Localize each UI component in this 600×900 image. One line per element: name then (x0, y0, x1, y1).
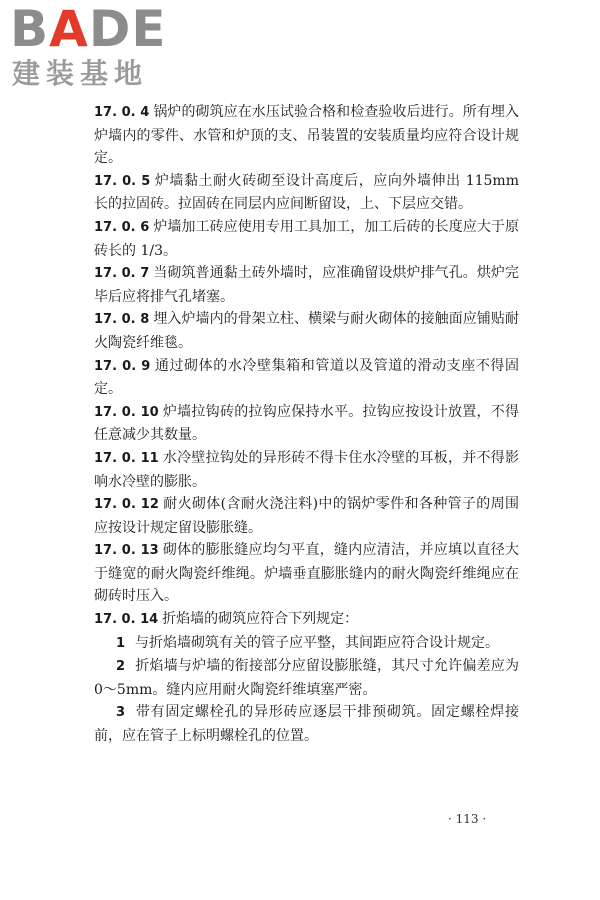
clause-text: 折焰墙的砌筑应符合下列规定： (162, 611, 359, 628)
item-number: 1 (116, 635, 126, 651)
clause-number: 17. 0. 8 (94, 312, 150, 328)
logo-subtitle: 建装基地 (12, 57, 149, 90)
clause-17-0-14 (94, 608, 519, 632)
clause-text: 锅炉的砌筑应在水压试验合格和检查验收后进行。所有埋入炉墙内的零件、水管和炉顶的支、吊装置的安装质量均应符合设计规定。 (94, 104, 519, 167)
clause-17-0-7 (94, 262, 519, 308)
item-text: 带有固定螺栓孔的异形砖应逐层干排预砌筑。固定螺栓焊接前，应在管子上标明螺栓孔的位置。 (94, 704, 519, 745)
item-number: 3 (116, 705, 126, 721)
item-text: 与折焰墙砌筑有关的管子应平整，其间距应符合设计规定。 (135, 634, 500, 651)
clause-number: 17. 0. 6 (94, 219, 150, 235)
clause-number: 17. 0. 14 (94, 612, 159, 628)
clause-17-0-6 (94, 216, 519, 262)
clause-text: 耐火砌体(含耐火浇注料)中的锅炉零件和各种管子的周围应按设计规定留设膨胀缝。 (94, 496, 519, 536)
clause-number: 17. 0. 9 (94, 358, 151, 374)
clause-text: 水冷壁拉钩处的异形砖不得卡住水冷壁的耳板，并不得影响水冷壁的膨胀。 (94, 449, 520, 490)
document-body (94, 101, 519, 748)
item-number: 2 (116, 659, 126, 675)
list-item-3 (94, 701, 519, 747)
list-item-2 (94, 655, 519, 701)
clause-text: 砌体的膨胀缝应均匀平直，缝内应清洁，并应填以直径大于缝宽的耐火陶瓷纤维绳。炉墙垂直膨胀缝内的耐火陶瓷纤维绳应在砌砖时压入。 (94, 542, 520, 605)
clause-text: 当砌筑普通黏土砖外墙时，应准确留设烘炉排气孔。烘炉完毕后应将排气孔堵塞。 (94, 265, 519, 305)
clause-number: 17. 0. 7 (94, 266, 150, 282)
clause-number: 17. 0. 12 (94, 497, 159, 513)
clause-text: 通过砌体的水冷壁集箱和管道以及管道的滑动支座不得固定。 (94, 357, 519, 398)
clause-17-0-12 (94, 493, 519, 539)
clause-number: 17. 0. 13 (94, 543, 159, 559)
clause-text: 炉墙加工砖应使用专用工具加工，加工后砖的长度应大于原砖长的 1/3。 (94, 218, 519, 259)
clause-number: 17. 0. 5 (94, 173, 151, 189)
item-text: 折焰墙与炉墙的衔接部分应留设膨胀缝，其尺寸允许偏差应为 0～5mm。缝内应用耐火陶瓷纤维填塞严密。 (94, 658, 519, 698)
clause-17-0-8 (94, 308, 519, 354)
clause-text: 炉墙拉钩砖的拉钩应保持水平。拉钩应按设计放置，不得任意减少其数量。 (94, 403, 520, 444)
clause-17-0-5 (94, 170, 519, 216)
clause-17-0-13 (94, 539, 519, 608)
list-item-1 (94, 632, 519, 656)
clause-text: 炉墙黏土耐火砖砌至设计高度后，应向外墙伸出 115mm 长的拉固砖。拉固砖在同层内应间断留设，上、下层应交错。 (94, 172, 519, 213)
clause-17-0-11 (94, 447, 519, 493)
clause-number: 17. 0. 4 (94, 105, 150, 120)
clause-number: 17. 0. 10 (94, 404, 159, 420)
page-number: · 113 · (448, 812, 487, 826)
logo-brand-text: BADE (10, 0, 167, 58)
clause-text: 埋入炉墙内的骨架立柱、横梁与耐火砌体的接触面应铺贴耐火陶瓷纤维毯。 (94, 311, 519, 351)
clause-17-0-10 (94, 401, 519, 447)
clause-17-0-4 (94, 101, 519, 170)
clause-number: 17. 0. 11 (94, 450, 159, 466)
clause-17-0-9 (94, 355, 519, 401)
logo (10, 0, 210, 94)
